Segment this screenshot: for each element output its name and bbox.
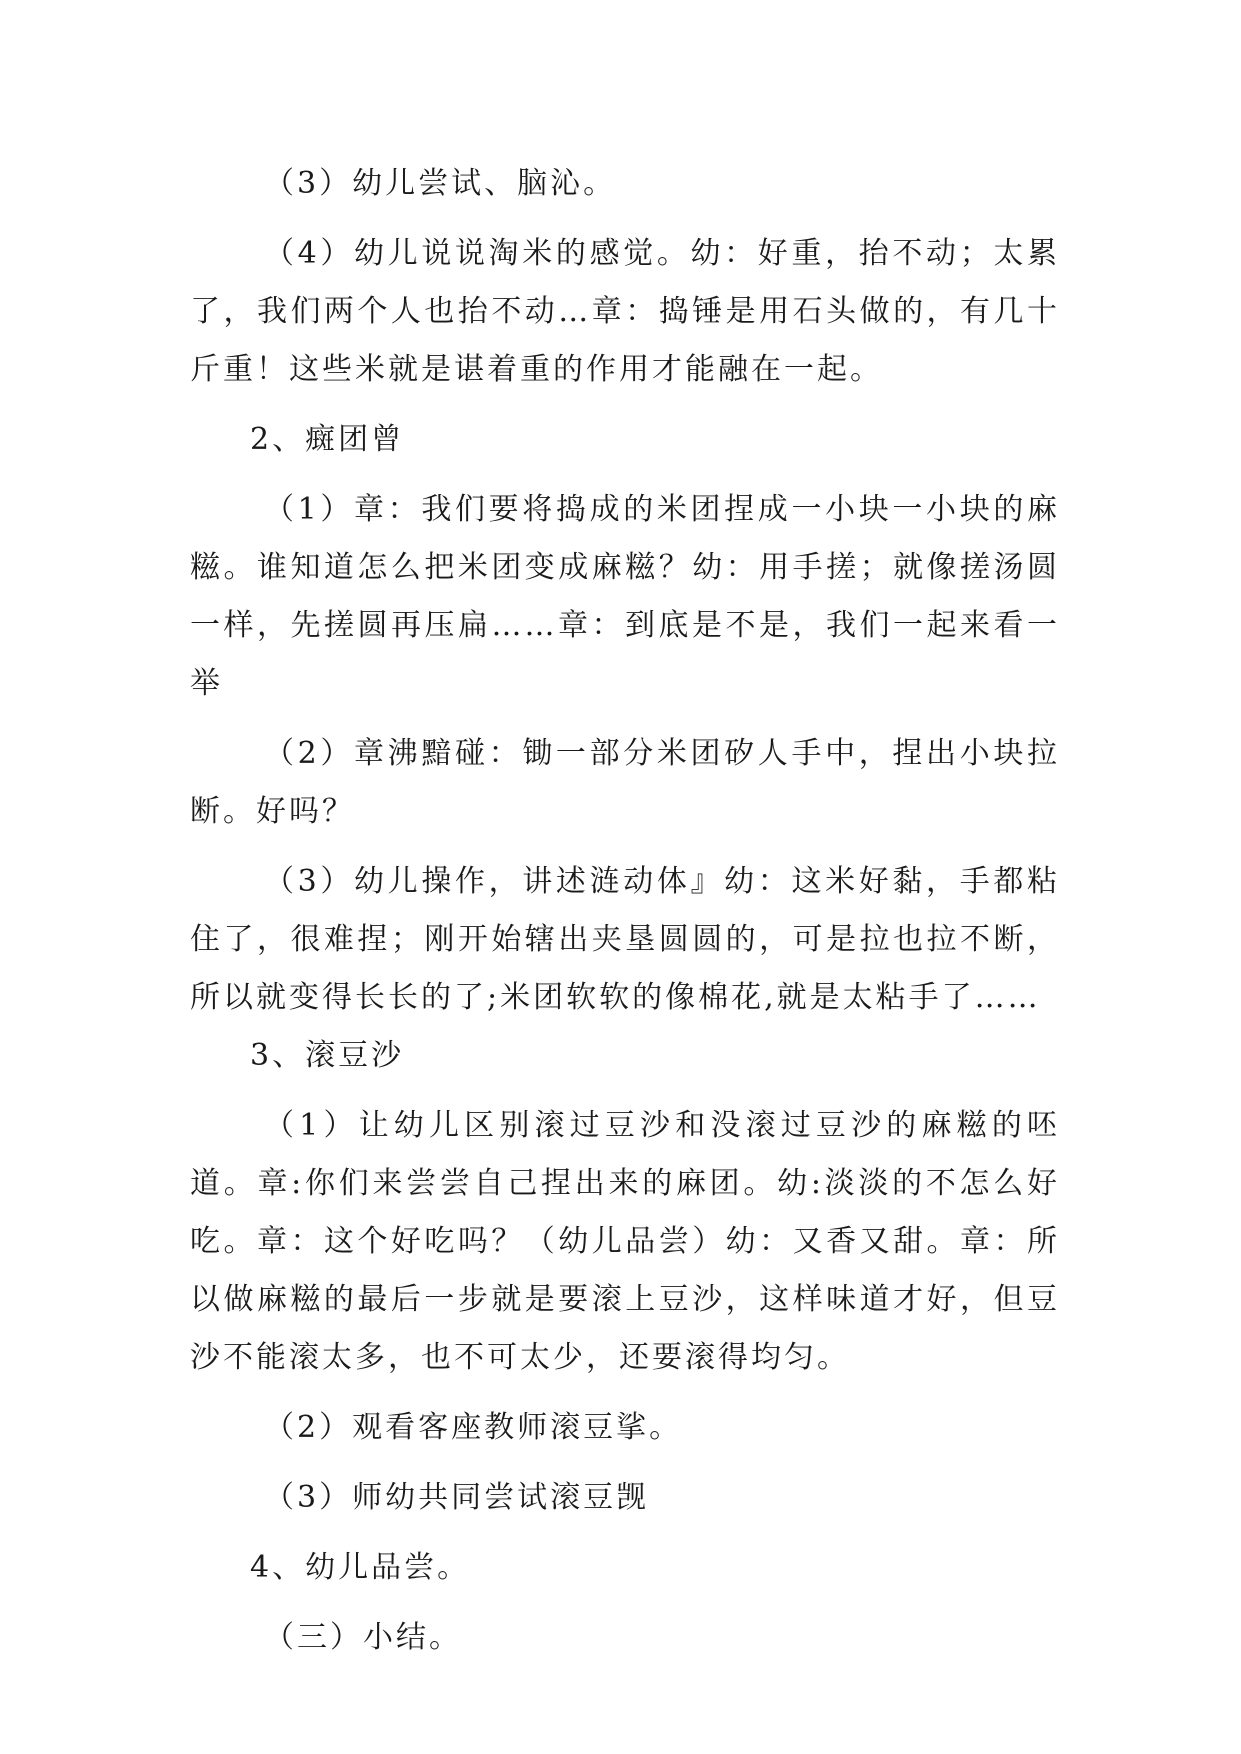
paragraph-step-4-feeling: （4）幼儿说说淘米的感觉。幼：好重，抬不动；太累了，我们两个人也抬不动…章：捣锤是用石头做的，有几十斤重！这些米就是谌着重的作用才能融在一起。 xyxy=(190,236,1060,387)
document-body xyxy=(190,155,1060,1667)
paragraph-bean-paste-1: （1）让幼儿区别滚过豆沙和没滚过豆沙的麻糍的呸道。章:你们来尝尝自己捏出来的麻团。幼:淡淡的不怎么好吃。章：这个好吃吗？（幼儿品尝）幼：又香又甜。章：所以做麻糍的最后一步就是要滚上豆沙，这样味道才好，但豆沙不能滚太多，也不可太少，还要滚得均匀。 xyxy=(190,1108,1060,1375)
paragraph-shaping-2: （2）章沸黯碰：锄一部分米团矽人手中，捏出小块拉断。好吗？ xyxy=(190,736,1060,829)
paragraph-shaping-1: （1）章：我们要将捣成的米团捏成一小块一小块的麻糍。谁知道怎么把米团变成麻糍？幼：用手搓；就像搓汤圆一样，先搓圆再压扁……章：到底是不是，我们一起来看一举 xyxy=(190,492,1060,701)
paragraph-bean-paste-2: （2）观看客座教师滚豆挲。 xyxy=(264,1410,683,1445)
paragraph-summary: （三）小结。 xyxy=(264,1620,462,1655)
paragraph-shaping-3: （3）幼儿操作，讲述涟动体』幼：这米好黏，手都粘住了，很难捏；刚开始辖出夹垦圆圆的，可是拉也拉不断，所以就变得长长的了;米团软软的像棉花,就是太粘手了…… xyxy=(190,864,1060,1015)
section-heading-2: 2、癍团曾 xyxy=(250,422,405,457)
section-heading-4: 4、幼儿品尝。 xyxy=(250,1550,471,1585)
paragraph-step-3-attempt: （3）幼儿尝试、脑沁。 xyxy=(264,166,617,201)
paragraph-bean-paste-3: （3）师幼共同尝试滚豆觊 xyxy=(264,1480,650,1515)
section-heading-3: 3、滚豆沙 xyxy=(250,1038,405,1073)
